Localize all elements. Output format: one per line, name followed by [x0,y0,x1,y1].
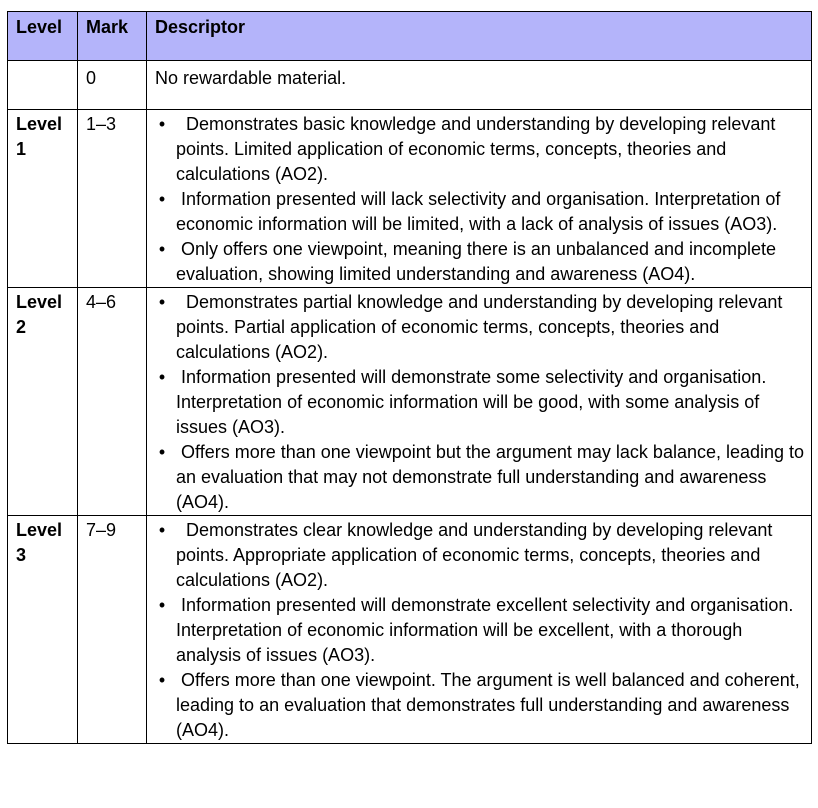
table-row [8,110,812,288]
descriptor-cell [147,288,812,516]
table-body [8,61,812,744]
descriptor-point: Offers more than one viewpoint but the argument may lack balance, leading to an evaluation that may not demonstrate full understanding and awareness (AO4). [176,442,805,512]
list-item [155,112,807,187]
list-item [155,237,807,287]
descriptor-point: Demonstrates basic knowledge and understanding by developing relevant points. Limited application of economic terms, concepts, theories and calculations (AO2). [176,114,776,184]
table-row [8,516,812,744]
list-item [155,593,807,668]
mark-cell: 7–9 [78,516,147,744]
bullet-icon: • [158,292,166,312]
descriptor-list [155,518,807,743]
descriptor-point: Information presented will demonstrate some selectivity and organisation. Interpretation of economic information will be good, with some analysis of issues (AO3). [176,367,767,437]
descriptor-list [155,112,807,287]
bullet-icon: • [158,114,166,134]
descriptor-point: Demonstrates clear knowledge and understanding by developing relevant points. Appropriate application of economic terms, concepts, theories and calculations (AO2). [176,520,773,590]
descriptor-cell: No rewardable material. [147,61,812,110]
descriptor-point: Information presented will lack selectivity and organisation. Interpretation of economic information will be limited, with a lack of analysis of issues (AO3). [176,189,781,234]
list-item [155,668,807,743]
mark-cell: 4–6 [78,288,147,516]
header-row [8,12,812,61]
bullet-icon: • [158,520,166,540]
list-item [155,290,807,365]
mark-scheme-table [7,11,812,744]
table-header [8,12,812,61]
mark-cell: 0 [78,61,147,110]
table-row [8,61,812,110]
level-cell: Level 2 [8,288,78,516]
header-mark: Mark [78,12,147,61]
descriptor-list [155,290,807,515]
bullet-icon: • [158,670,166,690]
table-row [8,288,812,516]
list-item [155,365,807,440]
level-cell [8,61,78,110]
level-cell: Level 3 [8,516,78,744]
bullet-icon: • [158,595,166,615]
descriptor-point: Information presented will demonstrate excellent selectivity and organisation. Interpretation of economic information will be excellent, with a thorough analysis of issues (AO3). [176,595,794,665]
header-level: Level [8,12,78,61]
descriptor-cell [147,110,812,288]
descriptor-point: Offers more than one viewpoint. The argument is well balanced and coherent, leading to an evaluation that demonstrates full understanding and awareness (AO4). [176,670,800,740]
bullet-icon: • [158,239,166,259]
descriptor-point: Demonstrates partial knowledge and understanding by developing relevant points. Partial application of economic terms, concepts, theories and calculations (AO2). [176,292,783,362]
list-item [155,187,807,237]
bullet-icon: • [158,189,166,209]
header-descriptor: Descriptor [147,12,812,61]
descriptor-cell [147,516,812,744]
level-cell: Level 1 [8,110,78,288]
list-item [155,518,807,593]
bullet-icon: • [158,442,166,462]
mark-cell: 1–3 [78,110,147,288]
list-item [155,440,807,515]
bullet-icon: • [158,367,166,387]
descriptor-point: Only offers one viewpoint, meaning there is an unbalanced and incomplete evaluation, showing limited understanding and awareness (AO4). [176,239,777,284]
